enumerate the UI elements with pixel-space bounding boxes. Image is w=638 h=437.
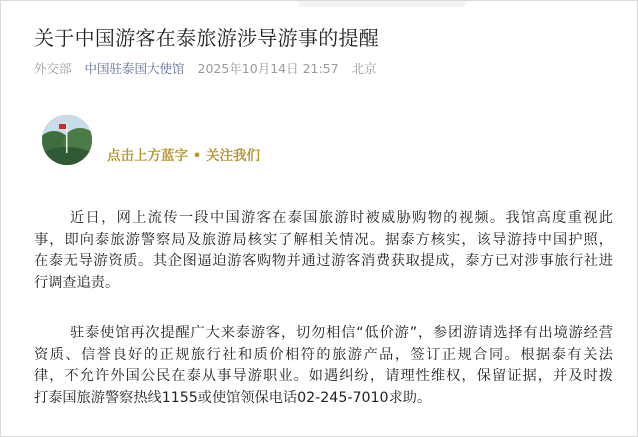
article-paragraph-1 [34, 208, 613, 294]
account-avatar[interactable] [42, 115, 92, 165]
paragraph-line: 近日，网上流传一段中国游客在泰国旅游时被威胁购物的视频。我馆高度重视此 [70, 210, 613, 226]
paragraph-line: 事，即向泰旅游警察局及旅游局核实了解相关情况。据泰方核实，该导游持中国护照， [34, 231, 613, 248]
avatar-image [42, 115, 92, 165]
paragraph-line: 资质、信誉良好的正规旅行社和质价相符的旅游产品，签订正规合同。根据泰有关法 [34, 346, 613, 363]
paragraph-line: 驻泰使馆再次提醒广大来泰游客，切勿相信“低价游”，参团游请选择有出境游经营 [70, 325, 613, 341]
meta-datetime: 2025年10月14日 21:57 [197, 61, 339, 76]
top-bar-remnant [297, 1, 467, 7]
paragraph-line: 在泰无导游资质。其企图逼迫游客购物并通过游客消费获取提成，泰方已对涉事旅行社进 [34, 253, 613, 270]
meta-source: 外交部 [34, 61, 72, 76]
article-title: 关于中国游客在泰旅游涉导游事的提醒 [34, 26, 380, 50]
article-meta [34, 59, 386, 77]
paragraph-line: 行调查追责。 [34, 274, 120, 291]
follow-prompt[interactable]: 点击上方蓝字 • 关注我们 [107, 148, 261, 164]
meta-location: 北京 [351, 61, 377, 76]
paragraph-line: 打泰国旅游警察热线1155或使馆领保电话02-245-7010求助。 [34, 389, 432, 406]
article-paragraph-2 [34, 323, 613, 409]
account-name-link[interactable]: 中国驻泰国大使馆 [84, 61, 185, 76]
paragraph-line: 律，不允许外国公民在泰从事导游职业。如遇纠纷，请理性维权，保留证据，并及时拨 [34, 368, 613, 385]
